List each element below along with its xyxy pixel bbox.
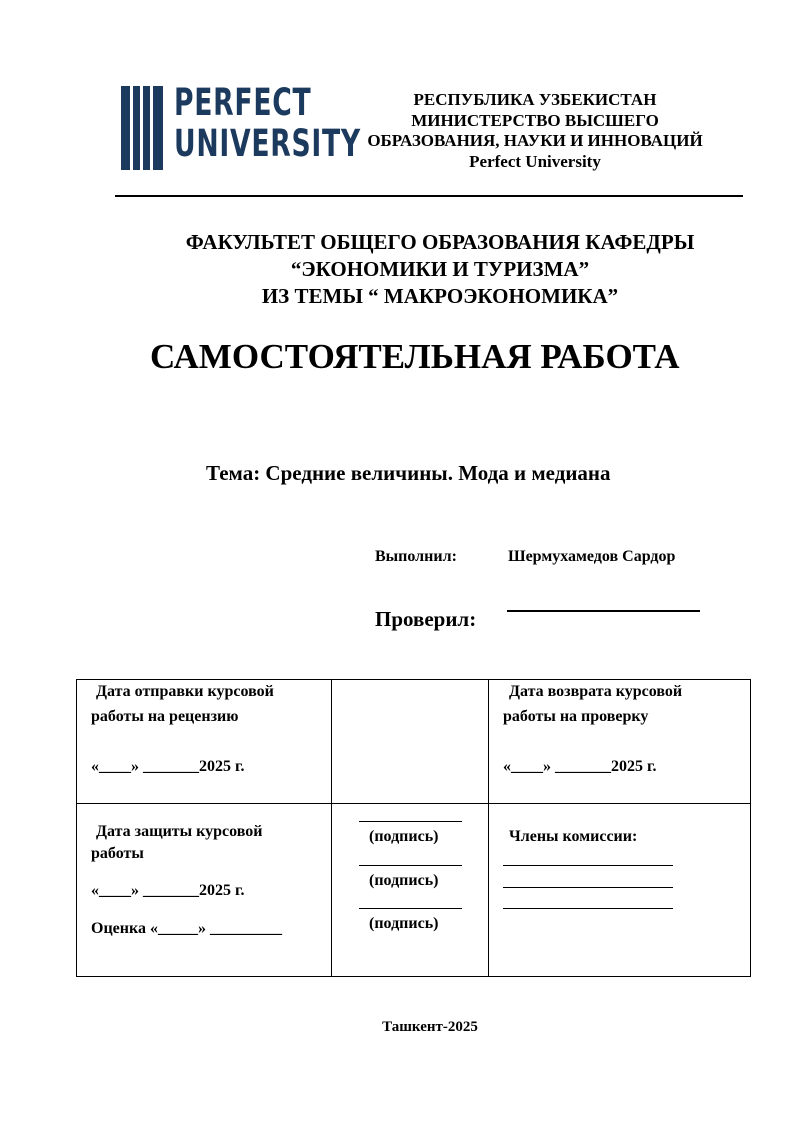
checked-signature-line [507,610,700,612]
logo-text-line2: UNIVERSITY [174,122,361,165]
signature-label-3: (подпись) [369,915,439,932]
checked-label: Проверил: [375,607,477,631]
review-table [76,679,751,977]
commission-line-2 [503,887,673,888]
university-logo [121,81,361,172]
commission-label: Члены комиссии: [509,828,638,845]
table-row-divider [77,803,750,804]
submit-date-value: «____» _______2025 г. [91,758,245,775]
header-line-2: МИНИСТЕРСТВО ВЫСШЕГО [411,110,659,130]
submit-date-title-1: Дата отправки курсовой [96,683,274,700]
commission-line-1 [503,865,673,866]
main-title: САМОСТОЯТЕЛЬНАЯ РАБОТА [150,337,680,376]
signature-label-2: (подпись) [369,872,439,889]
return-date-title-2: работы на проверку [503,708,649,725]
return-date-title-1: Дата возврата курсовой [509,683,683,700]
submit-date-title-2: работы на рецензию [91,708,239,725]
defense-date-title-1: Дата защиты курсовой [96,823,263,840]
defense-date-value: «____» _______2025 г. [91,882,245,899]
table-divider-1 [331,680,332,976]
faculty-heading [60,229,800,310]
city-year: Ташкент-2025 [382,1019,478,1035]
faculty-line-1: ФАКУЛЬТЕТ ОБЩЕГО ОБРАЗОВАНИЯ КАФЕДРЫ [185,230,695,254]
faculty-line-3: ИЗ ТЕМЫ “ МАКРОЭКОНОМИКА” [261,284,619,308]
topic-line: Тема: Средние величины. Мода и медиана [206,461,611,485]
return-date-value: «____» _______2025 г. [503,758,657,775]
defense-date-title-2: работы [91,845,144,862]
header-line-3: ОБРАЗОВАНИЯ, НАУКИ И ИННОВАЦИЙ [367,131,703,150]
faculty-line-2: “ЭКОНОМИКИ И ТУРИЗМА” [290,257,590,281]
header-line-4: Perfect University [469,151,601,171]
commission-line-3 [503,908,673,909]
logo-bars-icon [121,86,165,170]
header-line-1: РЕСПУБЛИКА УЗБЕКИСТАН [413,90,657,109]
header-divider [115,195,743,197]
table-divider-2 [488,680,489,976]
signature-line-2 [359,865,462,866]
ministry-header [330,90,740,172]
logo-text-line1: PERFECT [174,81,312,124]
signature-line-3 [359,908,462,909]
completed-label: Выполнил: [375,548,457,565]
signature-label-1: (подпись) [369,828,439,845]
grade-field: Оценка «_____» _________ [91,920,282,937]
signature-line-1 [359,821,462,822]
completed-value: Шермухамедов Сардор [508,548,676,565]
